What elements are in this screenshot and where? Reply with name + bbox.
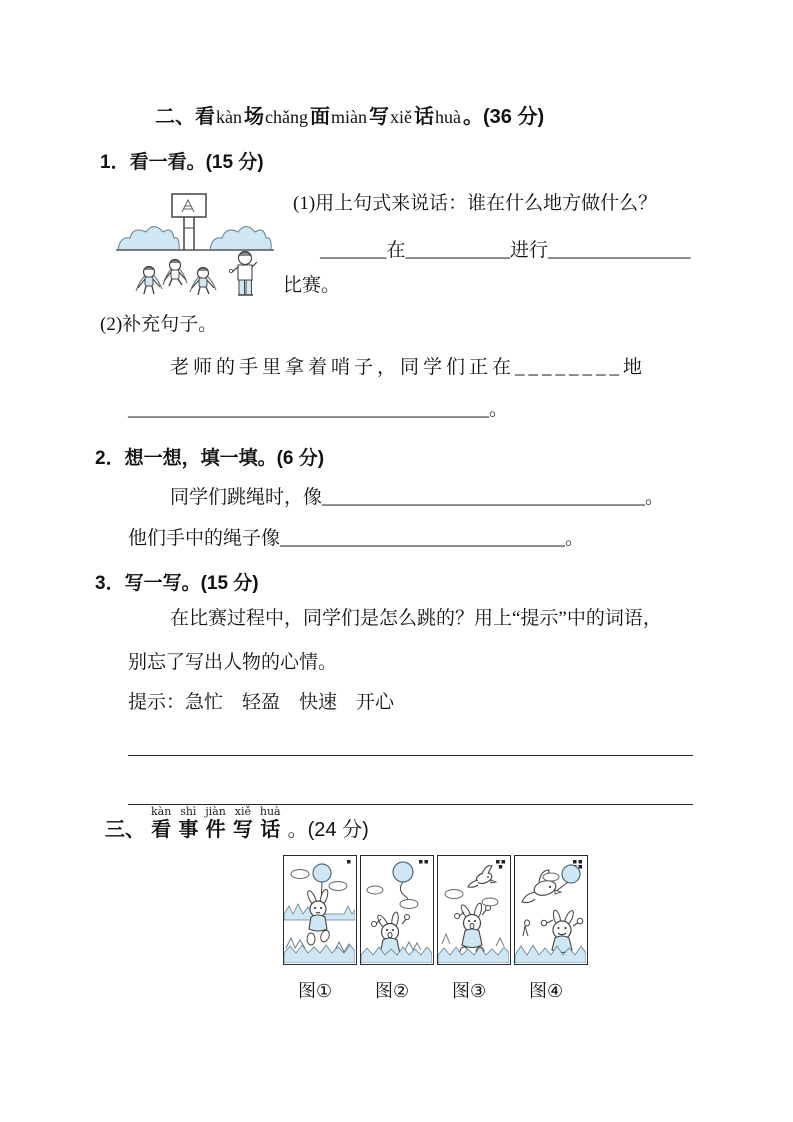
q1-part1-fill-line: _______在___________进行_______________ xyxy=(320,240,691,261)
q2-title: 2．想一想，填一填。(6 分) xyxy=(95,448,325,469)
panel-4-label: 图④ xyxy=(529,981,564,1001)
q1-title: 1．看一看。(15 分) xyxy=(100,152,264,173)
q1-part2-title: (2)补充句子。 xyxy=(100,314,218,335)
jump-rope-scene-art xyxy=(116,188,274,300)
panel-2-label: 图② xyxy=(375,981,410,1001)
section-three-prefix: 三、 xyxy=(105,819,145,841)
q1-part1-prompt: (1)用上句式来说话：谁在什么地方做什么？ xyxy=(293,193,658,214)
section-two-prefix: 二、 xyxy=(155,106,195,128)
q3-line2: 别忘了写出人物的心情。 xyxy=(128,652,338,673)
panel-1-label: 图① xyxy=(298,981,333,1001)
section-two-heading: 二、看kàn 场chǎng 面miàn 写xiě 话huà 。(36 分) xyxy=(155,106,545,128)
story-panel-3 xyxy=(437,855,511,965)
section-two-score: 。(36 分) xyxy=(462,106,545,128)
q1-part1-fill-tail: 比赛。 xyxy=(283,275,341,296)
section-three-score: 。(24 分) xyxy=(287,819,369,841)
q3-hint: 提示：急忙 轻盈 快速 开心 xyxy=(128,692,395,713)
story-panel-2 xyxy=(360,855,434,965)
panel-3-art-bird-flying-up xyxy=(438,856,509,963)
panel-3-label: 图③ xyxy=(452,981,487,1001)
panel-4-art-bird-bringing-balloon-back xyxy=(515,856,586,963)
q1-part2-line1: 老师的手里拿着哨子，同学们正在________地 xyxy=(170,357,647,378)
q3-line1: 在比赛过程中，同学们是怎么跳的？用上“提示”中的词语， xyxy=(170,608,662,629)
story-panel-4 xyxy=(514,855,588,965)
q1-part2-line2: ______________________________________。 xyxy=(128,399,509,420)
q3-title: 3．写一写。(15 分) xyxy=(95,573,259,594)
story-panel-1 xyxy=(283,855,357,965)
scene-illustration xyxy=(116,188,274,300)
answer-line-1 xyxy=(128,755,693,756)
section-three-heading: 三、 kàn 看 shì 事 jiàn 件 xiě 写 huà 话 。(24 分) xyxy=(105,805,369,841)
panel-1-art-rabbit-walking-with-balloon xyxy=(284,856,355,963)
panel-2-art-balloon-flying-away xyxy=(361,856,432,963)
q2-line1: 同学们跳绳时，像__________________________________。 xyxy=(170,487,665,508)
q2-line2: 他们手中的绳子像______________________________。 xyxy=(128,528,585,549)
